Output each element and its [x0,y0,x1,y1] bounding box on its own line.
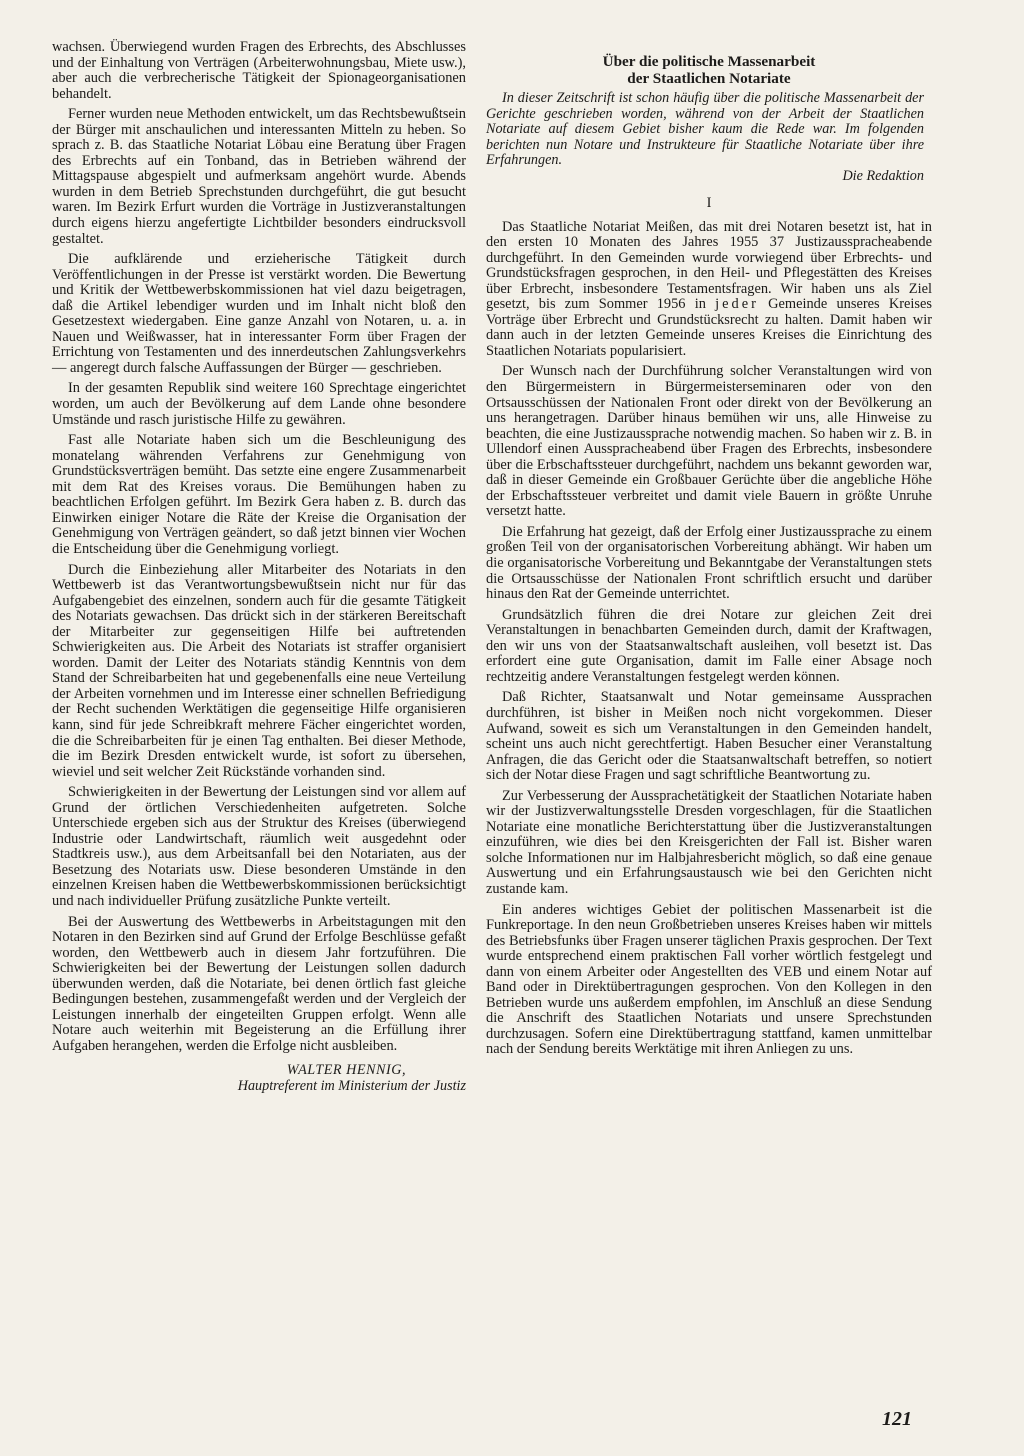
paragraph: Die aufklärende und erzieherische Tätigkeit durch Veröffentlichungen in der Presse ist verstärkt worden. Die Bewertung und Kritik der Wettbewerbskommissionen hat viel dazu beigetragen, daß die Artikel lebendiger wurden und im Inhalt nicht bloß den Gesetzestext wiedergaben. Eine ganze Anzahl von Notaren, u. a. in Nauen und Weißwasser, hat in interessanter Form über Fragen der Errichtung von Testamenten und des innerdeutschen Zahlungsverkehrs — angeregt durch falsche Auffassungen der Bürger — geschrieben. [52,251,466,376]
paragraph: Daß Richter, Staatsanwalt und Notar gemeinsame Aussprachen durchführen, ist bisher in Meißen noch nicht vorgekommen. Dieser Aufwand, soweit es sich um Veranstaltungen in den Gemeinden handelt, scheint uns auch nicht gerechtfertigt. Haben Besucher einer Veranstaltung Anfragen, die das Gericht oder die Staatsanwaltschaft betreffen, so notiert sich der Notar diese Fragen und sagt schriftliche Beantwortung zu. [486,689,932,784]
editorial-intro [486,91,932,184]
paragraph: In der gesamten Republik sind weitere 160 Sprechtage eingerichtet worden, um auch der Bevölkerung auf dem Lande ohne besondere Umstände und rasch juristische Hilfe zu gewähren. [52,380,466,428]
author-role: Hauptreferent im Ministerium der Justiz [237,1078,466,1095]
intro-signature: Die Redaktion [842,167,924,184]
paragraph: Ein anderes wichtiges Gebiet der politischen Massenarbeit ist die Funkreportage. In den neun Großbetrieben unseres Kreises haben wir mittels des Betriebsfunks über Fragen unserer täglichen Praxis gesprochen. Der Text wurde entsprechend einem praktischen Fall vorher wörtlich festgelegt und dann von einem Arbeiter oder Angestellten des VEB und einem Notar auf Band oder in Direktübertragungen gesprochen. Von den Kollegen in den Betrieben wurde uns außerdem empfohlen, im Anschluß an diese Sendung die Anschrift des Staatlichen Notariats und unsere Sprechstunden durchzusagen. Sofern eine Direktübertragung stattfand, kamen unmittelbar nach der Sendung bereits Werktätige mit ihren Anliegen zu uns. [486,901,932,1058]
section-number: I [706,195,712,211]
article-title [486,53,932,87]
paragraph [486,220,932,360]
paragraph: Ferner wurden neue Methoden entwickelt, um das Rechtsbewußtsein der Bürger mit anschaulichen und interessanten Mitteln zu heben. So sprach z. B. das Staatliche Notariat Löbau eine Beratung über Fragen des Erbrechts auf ein Tonband, das in Betrieben während der Mittagspause abgespielt und aufmerksam angehört wurde. Abends wurden in dem Betrieb Sprechstunden durchgeführt, die gut besucht waren. Im Bezirk Erfurt wurden die Vorträge in Justizveranstaltungen durch eigens hierzu angefertigte Lichtbilder besonders eindrucksvoll gestaltet. [52,106,466,247]
paragraph: Zur Verbesserung der Aussprachetätigkeit der Staatlichen Notariate haben wir der Justizverwaltungsstelle Dresden vorgeschlagen, für die Staatlichen Notariate eine monatliche Berichterstattung über die Justizveranstaltungen einzuführen, wie dies bei den Kreisgerichten der Fall ist. Bisher waren solche Informationen nur im Halbjahresbericht möglich, so daß eine genaue Auswertung und ein Erfahrungsaustausch wie bei den Gerichten nicht zustande kam. [486,787,932,897]
article-title-line-2: der Staatlichen Notariate [627,70,791,87]
page-number: 121 [882,1408,912,1430]
left-column [52,40,466,1094]
paragraph: Der Wunsch nach der Durchführung solcher Veranstaltungen wird von den Bürgermeistern in Bürgermeisterseminaren oder von den Ortsausschüssen der Nationalen Front oder direkt von der Bevölkerung an uns herangetragen. Darüber hinaus bemühen wir uns, alle Hinweise zu beachten, die eine Justizaussprache notwendig machen. So haben wir z. B. in Ullendorf einen Ausspracheabend über Fragen des Erbrechts, insbesondere über die Erbschaftssteuer durchgeführt, nachdem uns bekannt geworden war, daß in dieser Gemeinde ein Großbauer Gerüchte über die angebliche Höhe der Erbschaftssteuer verbreitet und damit viele Bauern in größte Unruhe versetzt hatte. [486,363,932,520]
paragraph-part: Das Staatliche Notariat Meißen, das mit drei Notaren besetzt ist, hat in den ersten 10 Monaten des Jahres 1955 37 Justizausspracheabende durchgeführt. In den Gemeinden wurde vorwiegend über Erbrechts- und Grundstücksfragen gesprochen, in den Heil- und Pflegestätten des Kreises über Erbrecht, insbesondere Testamentsfragen. Wir haben uns als Ziel gesetzt, bis zum Sommer 1956 in [486,218,932,313]
intro-text: In dieser Zeitschrift ist schon häufig über die politische Massenarbeit der Gerichte geschrieben worden, während von der Arbeit der Staatlichen Notariate auf diesem Gebiet bisher kaum die Rede war. Im folgenden berichten nun Notare und Instrukteure für Staatliche Notariate über ihre Erfahrungen. [486,90,924,168]
paragraph: Die Erfahrung hat gezeigt, daß der Erfolg einer Justizaussprache zu einem großen Teil von der organisatorischen Vorbereitung abhängt. Wir haben um die organisatorische Vorbereitung und Bekanntgabe der Veranstaltungen stets die Ortsausschüsse der Nationalen Front schriftlich ersucht und darüber hinaus den Rat der Gemeinde unterrichtet. [486,523,932,603]
right-column [486,53,932,1058]
emphasized-word: jeder [715,296,759,313]
author-signature [52,1062,466,1094]
paragraph: Grundsätzlich führen die drei Notare zur gleichen Zeit drei Veranstaltungen in benachbarten Gemeinden durch, damit der Kraftwagen, den wir uns von der Staatsanwaltschaft ausleihen, voll besetzt ist. Das erfordert eine gute Organisation, damit im Falle einer Absage noch rechtzeitig andere Veranstaltungen festgelegt werden können. [486,606,932,685]
paragraph: Durch die Einbeziehung aller Mitarbeiter des Notariats in den Wettbewerb ist das Verantwortungsbewußtsein nicht nur für das Aufgabengebiet des einzelnen, sondern auch für die gesamte Tätigkeit des Notariats gewachsen. Das drückt sich in der stärkeren Bereitschaft der Mitarbeiter zur gegenseitigen Hilfe bei auftretenden Schwierigkeiten aus. Die Arbeit des Notariats ist straffer organisiert worden. Damit der Leiter des Notariats ständig Kenntnis von dem Stand der Schreibarbeiten hat und gegebenenfalls eine neue Verteilung der Arbeiten vornehmen und im Interesse einer schnellen Befriedigung der Recht suchenden Werktätigen die gegenseitige Hilfe organisieren kann, sind für jede Schreibkraft mehrere Fächer eingerichtet worden, die die Schreibarbeiten für je einen Tag enthalten. Bei dieser Methode, die im Bezirk Dresden entwickelt wurde, ist sofort zu übersehen, wieviel und seit welcher Zeit Rückstände vorhanden sind. [52,561,466,780]
article-title-line-1: Über die politische Massenarbeit [602,53,816,70]
paragraph-part: Gemeinde unseres Kreises Vorträge über Erbrecht und Grundstücksrecht zu halten. Damit haben wir dann auch in der letzten Gemeinde unseres Kreises die Einrichtung des Staatlichen Notariats popularisiert. [486,296,932,359]
paragraph: Fast alle Notariate haben sich um die Beschleunigung des monatelang währenden Verfahrens zur Genehmigung von Grundstücksverträgen bemüht. Das setzte eine engere Zusammenarbeit mit dem Rat des Kreises voraus. Die Bemühungen haben zu beachtlichen Erfolgen geführt. Im Bezirk Gera haben z. B. durch das Einwirken einiger Notare die Räte der Kreise die Organisation der Genehmigung von Verträgen geändert, so daß jetzt binnen vier Wochen die Entscheidung über die Genehmigung vorliegt. [52,432,466,557]
paragraph: Schwierigkeiten in der Bewertung der Leistungen sind vor allem auf Grund der örtlichen Verschiedenheiten aufgetreten. Solche Unterschiede ergeben sich aus der Struktur des Kreises (überwiegend Industrie oder Landwirtschaft, räumlich weit ausgedehnt oder Stadtkreis usw.), aus dem Arbeitsanfall bei den Notariaten, aus der Besetzung des Notariats usw. Diese besonderen Umstände in den einzelnen Kreisen haben die Wettbewerbskommissionen berücksichtigt und nach individueller Prüfung zusätzliche Punkte verteilt. [52,784,466,909]
author-name: WALTER HENNIG, [286,1062,406,1079]
paragraph: wachsen. Überwiegend wurden Fragen des Erbrechts, des Abschlusses und der Einhaltung von Verträgen (Arbeiterwohnungsbau, Miete usw.), aber auch die verbrecherische Tätigkeit der Spionageorganisationen behandelt. [52,39,466,102]
paragraph: Bei der Auswertung des Wettbewerbs in Arbeitstagungen mit den Notaren in den Bezirken sind auf Grund der Erfolge Beschlüsse gefaßt worden, den Wettbewerb auch in diesem Jahr fortzuführen. Die Schwierigkeiten bei der Bewertung der Leistungen sollen dadurch überwunden werden, daß die Notariate, bei denen örtlich fast gleiche Bedingungen bestehen, zusammengefaßt werden und der Vergleich der Leistungen innerhalb der eingeteilten Gruppen erfolgt. Wenn alle Notare auch weiterhin mit Begeisterung an die Erfüllung ihrer Aufgaben herangehen, werden die Erfolge nicht ausbleiben. [52,913,466,1054]
